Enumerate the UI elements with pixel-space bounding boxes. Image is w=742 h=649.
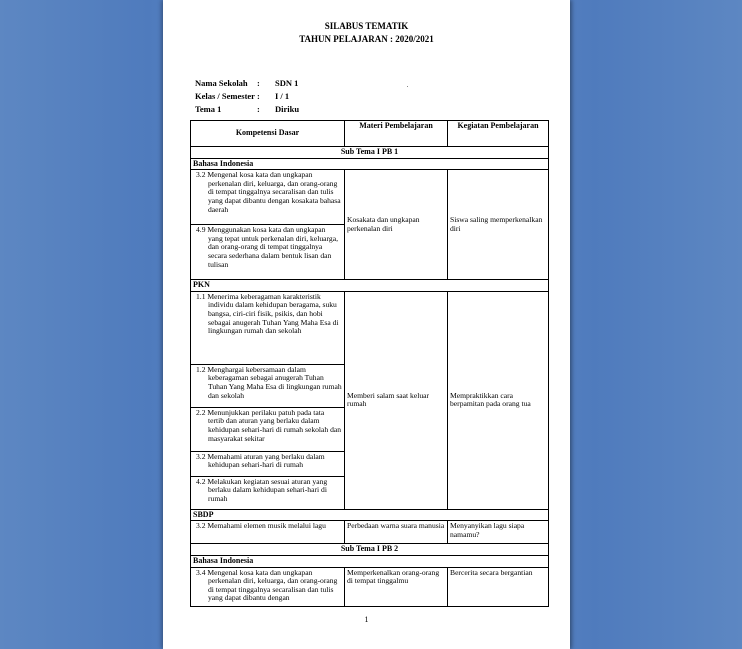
kd-text: 4.9 Menggunakan kosa kata dan ungkapan yang tepat untuk perkenalan diri, keluarga, dan orang-orang di tempat tinggalnya secara sederhana dalam bentuk lisan dan tulisan — [196, 225, 338, 269]
info-label: Nama Sekolah — [195, 78, 248, 88]
kd-text: 3.2 Memahami elemen musik melalui lagu — [196, 521, 326, 531]
page-number: 1 — [364, 615, 369, 624]
subtema-row — [191, 147, 549, 159]
header-kompetensi-dasar: Kompetensi Dasar — [191, 121, 345, 147]
table-row — [191, 291, 549, 364]
kd-3-2-sbdp — [191, 521, 345, 544]
kd-3-2 — [191, 170, 345, 225]
subject-bahasa-indonesia-2: Bahasa Indonesia — [191, 555, 549, 567]
table-row — [191, 170, 549, 225]
kd-text: 2.2 Menunjukkan perilaku patuh pada tata tertib dan aturan yang berlaku dalam kehidupan sehari-hari di rumah sekolah dan masyarakat sekitar — [196, 407, 342, 443]
table-header-row — [191, 121, 549, 147]
info-row-class — [195, 91, 299, 104]
info-value: SDN 1 — [275, 78, 299, 88]
info-value: I / 1 — [275, 91, 290, 101]
stray-dot — [407, 86, 408, 87]
subtema-row — [191, 544, 549, 556]
kd-text: 4.2 Melakukan kegiatan sesuai aturan yang berlaku dalam kehidupan sehari-hari di rumah — [196, 476, 328, 503]
document-page — [163, 0, 570, 649]
subject-bahasa-indonesia: Bahasa Indonesia — [191, 158, 549, 170]
subject-row — [191, 555, 549, 567]
subtema-2-label: Sub Tema I PB 2 — [191, 544, 549, 556]
info-value: Diriku — [275, 104, 300, 114]
subject-row — [191, 280, 549, 292]
info-separator: : — [257, 104, 260, 114]
kd-4-2 — [191, 476, 345, 509]
materi-sbdp: Perbedaan warna suara manusia — [345, 521, 448, 544]
subject-row — [191, 158, 549, 170]
kd-3-2-pkn — [191, 451, 345, 476]
info-label: Tema 1 — [195, 104, 222, 114]
kd-text: 3.4 Mengenal kosa kata dan ungkapan perkenalan diri, keluarga, dan orang-orang di tempat tinggalnya secaralisan dan tulis yang dapat dibantu dengan — [196, 567, 338, 603]
subtema-1-label: Sub Tema I PB 1 — [191, 147, 549, 159]
kegiatan-bahasa-2: Bercerita secara bergantian — [448, 567, 549, 606]
materi-bahasa-2: Memperkenalkan orang-orang di tempat tinggalmu — [345, 567, 448, 606]
info-separator: : — [257, 91, 260, 101]
kd-text: 3.2 Memahami aturan yang berlaku dalam kehidupan sehari-hari di rumah — [196, 451, 325, 470]
kd-4-9 — [191, 225, 345, 280]
subject-row — [191, 509, 549, 521]
table-row — [191, 567, 549, 606]
materi-pkn: Memberi salam saat keluar rumah — [345, 291, 448, 509]
school-info — [195, 78, 299, 117]
table-row — [191, 521, 549, 544]
info-row-school — [195, 78, 299, 91]
kd-text: 1.1 Menerima keberagaman karakteristik individu dalam kehidupan beragama, suku bangsa, ciri-ciri fisik, psikis, dan hobi sebagai anugerah Tuhan Yang Maha Esa di lingkungan rumah dan sekolah — [196, 291, 339, 336]
subject-pkn: PKN — [191, 280, 549, 292]
header-materi: Materi Pembelajaran — [345, 121, 448, 147]
kegiatan-pkn: Mempraktikkan cara berpamitan pada orang tua — [448, 291, 549, 509]
info-label: Kelas / Semester — [195, 91, 255, 101]
kd-text: 3.2 Mengenal kosa kata dan ungkapan perkenalan diri, keluarga, dan orang-orang di tempat tinggalnya secaralisan dan tulis yang dapat dibantu dengan kosakata bahasa daerah — [196, 170, 341, 214]
syllabus-table — [190, 120, 549, 607]
document-title: SILABUS TEMATIK — [324, 21, 409, 31]
kegiatan-sbdp: Menyanyikan lagu siapa namamu? — [448, 521, 549, 544]
subject-sbdp: SBDP — [191, 509, 549, 521]
kd-text: 1.2 Menghargai kebersamaan dalam keberagaman sebagai anugerah Tuhan Tuhan Yang Maha Esa di lingkungan rumah dan sekolah — [196, 364, 342, 400]
kegiatan-bahasa-1: Siswa saling memperkenalkan diri — [448, 170, 549, 280]
info-row-theme — [195, 104, 299, 117]
kd-1-2 — [191, 364, 345, 407]
kd-2-2 — [191, 407, 345, 451]
document-subtitle: TAHUN PELAJARAN : 2020/2021 — [299, 34, 434, 44]
kd-1-1 — [191, 291, 345, 364]
header-kegiatan: Kegiatan Pembelajaran — [448, 121, 549, 147]
kd-3-4 — [191, 567, 345, 606]
materi-bahasa-1: Kosakata dan ungkapan perkenalan diri — [345, 170, 448, 280]
info-separator: : — [257, 78, 260, 88]
